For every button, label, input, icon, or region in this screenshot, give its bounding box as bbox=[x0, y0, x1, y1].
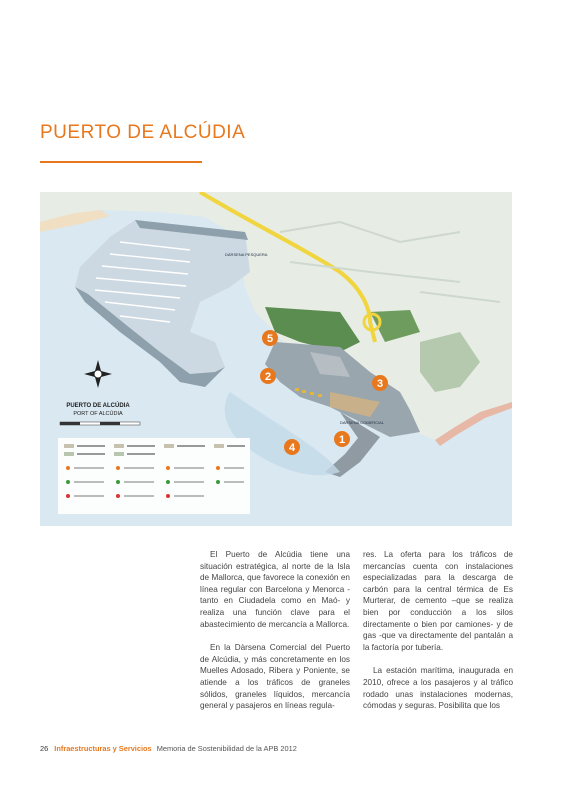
paragraph: El Puerto de Alcúdia tiene una situación estratégica, al norte de la Isla de Mallorca, que favorece la conexión en línea regular con Barcelona y Menorca -tanto en Ciudadela como en Maó- y realiza una función clave para el abastecimiento de mercancía a Mallorca. bbox=[200, 550, 350, 629]
port-map-illustration bbox=[40, 192, 512, 526]
marker-5: 5 bbox=[266, 333, 274, 345]
marina-label: DÀRSENA PESQUERA bbox=[225, 252, 268, 257]
title-underline bbox=[40, 161, 202, 163]
dock-label: DÀRSENA COMERCIAL bbox=[340, 420, 385, 425]
section-name: Infraestructuras y Servicios bbox=[54, 744, 152, 753]
map-legend bbox=[58, 438, 250, 514]
marker-1: 1 bbox=[338, 434, 346, 446]
paragraph: En la Dàrsena Comercial del Puerto de Alcúdia, y más concretamente en los Muelles Adosado, Ribera y Poniente, se atiende a los tráficos de graneles sólidos, graneles líquidos, mercancía general y pasajeros en líneas regula- bbox=[200, 643, 350, 711]
scale-bar bbox=[60, 422, 140, 425]
marker-3: 3 bbox=[376, 378, 384, 390]
page-number: 26 bbox=[40, 744, 49, 753]
map-title-en: PORT OF ALCÚDIA bbox=[73, 411, 123, 417]
page-title: PUERTO DE ALCÚDIA bbox=[40, 122, 246, 143]
port-map bbox=[40, 192, 512, 526]
body-column-left bbox=[200, 549, 350, 724]
marker-2: 2 bbox=[264, 371, 272, 383]
map-title-es: PUERTO DE ALCÚDIA bbox=[66, 403, 130, 409]
paragraph: res. La oferta para los tráficos de mercancías cuenta con instalaciones especializadas para la descarga de carbón para la central térmica de Es Murterar, de cemento –que se realiza bien por conducción a los silos directamente o bien por camiones- y de gas -que va directamente del pantalán a la factoría por tubería. bbox=[363, 550, 513, 652]
body-column-right bbox=[363, 549, 513, 724]
marker-4: 4 bbox=[288, 442, 296, 454]
paragraph: La estación marítima, inaugurada en 2010, ofrece a los pasajeros y al tráfico rodado unas instalaciones modernas, cómodas y seguras. Posibilita que los bbox=[363, 666, 513, 711]
page-footer bbox=[40, 744, 297, 753]
publication-title: Memoria de Sostenibilidad de la APB 2012 bbox=[156, 744, 297, 753]
